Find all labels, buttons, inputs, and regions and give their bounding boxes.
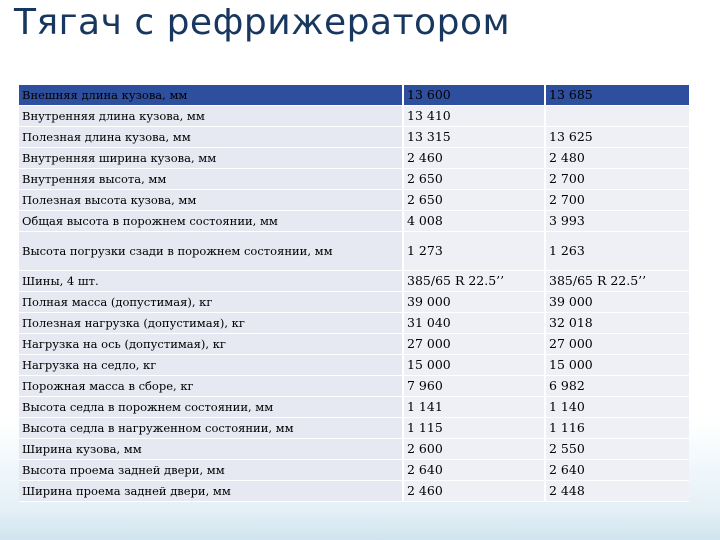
table-cell-value-1: 2 460 xyxy=(402,481,544,502)
table-cell-value-1: 15 000 xyxy=(402,355,544,376)
table-cell-value-1: 385/65 R 22.5’’ xyxy=(402,271,544,292)
table-cell-value-2: 1 116 xyxy=(544,418,689,439)
table-cell-value-1: 27 000 xyxy=(402,334,544,355)
table-row xyxy=(19,460,689,481)
table-cell-value-2: 3 993 xyxy=(544,211,689,232)
table-cell-value-2: 2 550 xyxy=(544,439,689,460)
table-cell-label: Шины, 4 шт. xyxy=(19,271,402,292)
table-cell-label: Общая высота в порожнем состоянии, мм xyxy=(19,211,402,232)
table-cell-value-1: 39 000 xyxy=(402,292,544,313)
table-cell-label: Нагрузка на седло, кг xyxy=(19,355,402,376)
table-cell-label: Высота седла в порожнем состоянии, мм xyxy=(19,397,402,418)
table-cell-label: Высота погрузки сзади в порожнем состоянии, мм xyxy=(19,232,402,271)
table-cell-value-2: 1 140 xyxy=(544,397,689,418)
table-row xyxy=(19,481,689,502)
bottom-decoration xyxy=(0,510,720,540)
table-cell-value-1: 7 960 xyxy=(402,376,544,397)
table-cell-value-2: 2 640 xyxy=(544,460,689,481)
table-cell-value-2: 2 700 xyxy=(544,169,689,190)
table-row xyxy=(19,439,689,460)
table-cell-value-1: 1 273 xyxy=(402,232,544,271)
table-row xyxy=(19,211,689,232)
table-cell-label: Полезная нагрузка (допустимая), кг xyxy=(19,313,402,334)
table-row xyxy=(19,334,689,355)
table-cell-value-1: 1 115 xyxy=(402,418,544,439)
table-cell-label: Внутренняя высота, мм xyxy=(19,169,402,190)
table-row xyxy=(19,292,689,313)
table-row xyxy=(19,397,689,418)
table-header-row xyxy=(19,85,689,106)
table-row xyxy=(19,232,689,271)
table-row xyxy=(19,169,689,190)
table-cell-value-2: 13 685 xyxy=(544,85,689,106)
table-cell-value-2: 32 018 xyxy=(544,313,689,334)
specs-table xyxy=(19,85,689,502)
table-cell-value-2: 2 700 xyxy=(544,190,689,211)
table-cell-label: Полная масса (допустимая), кг xyxy=(19,292,402,313)
table-cell-label: Полезная длина кузова, мм xyxy=(19,127,402,148)
table-cell-label: Порожная масса в сборе, кг xyxy=(19,376,402,397)
table-cell-value-1: 13 410 xyxy=(402,106,544,127)
table-cell-value-2: 2 448 xyxy=(544,481,689,502)
table-cell-value-1: 13 600 xyxy=(402,85,544,106)
table-row xyxy=(19,271,689,292)
table-cell-value-2: 6 982 xyxy=(544,376,689,397)
table-cell-value-2: 39 000 xyxy=(544,292,689,313)
table-cell-value-2: 1 263 xyxy=(544,232,689,271)
table-cell-label: Ширина кузова, мм xyxy=(19,439,402,460)
table-cell-value-1: 13 315 xyxy=(402,127,544,148)
table-row xyxy=(19,355,689,376)
table-cell-value-1: 2 460 xyxy=(402,148,544,169)
table-cell-label: Нагрузка на ось (допустимая), кг xyxy=(19,334,402,355)
table-cell-value-1: 1 141 xyxy=(402,397,544,418)
table-cell-value-2: 27 000 xyxy=(544,334,689,355)
table-cell-value-1: 31 040 xyxy=(402,313,544,334)
table-cell-value-1: 2 650 xyxy=(402,190,544,211)
table-cell-value-2 xyxy=(544,106,689,127)
table-cell-value-1: 2 600 xyxy=(402,439,544,460)
specs-table-body xyxy=(19,85,689,502)
table-row xyxy=(19,148,689,169)
table-cell-value-2: 385/65 R 22.5’’ xyxy=(544,271,689,292)
table-cell-value-2: 2 480 xyxy=(544,148,689,169)
table-row xyxy=(19,418,689,439)
table-row xyxy=(19,127,689,148)
table-cell-label: Внутренняя ширина кузова, мм xyxy=(19,148,402,169)
table-cell-value-1: 4 008 xyxy=(402,211,544,232)
table-cell-value-1: 2 650 xyxy=(402,169,544,190)
table-row xyxy=(19,190,689,211)
specs-table-container xyxy=(19,85,689,502)
table-cell-value-1: 2 640 xyxy=(402,460,544,481)
table-row xyxy=(19,376,689,397)
table-row xyxy=(19,106,689,127)
table-cell-label: Полезная высота кузова, мм xyxy=(19,190,402,211)
table-row xyxy=(19,313,689,334)
table-cell-label: Высота проема задней двери, мм xyxy=(19,460,402,481)
table-cell-label: Ширина проема задней двери, мм xyxy=(19,481,402,502)
table-cell-label: Высота седла в нагруженном состоянии, мм xyxy=(19,418,402,439)
table-cell-label: Внешняя длина кузова, мм xyxy=(19,85,402,106)
page-title: Тягач с рефрижератором xyxy=(14,2,511,43)
table-cell-label: Внутренняя длина кузова, мм xyxy=(19,106,402,127)
table-cell-value-2: 15 000 xyxy=(544,355,689,376)
table-cell-value-2: 13 625 xyxy=(544,127,689,148)
